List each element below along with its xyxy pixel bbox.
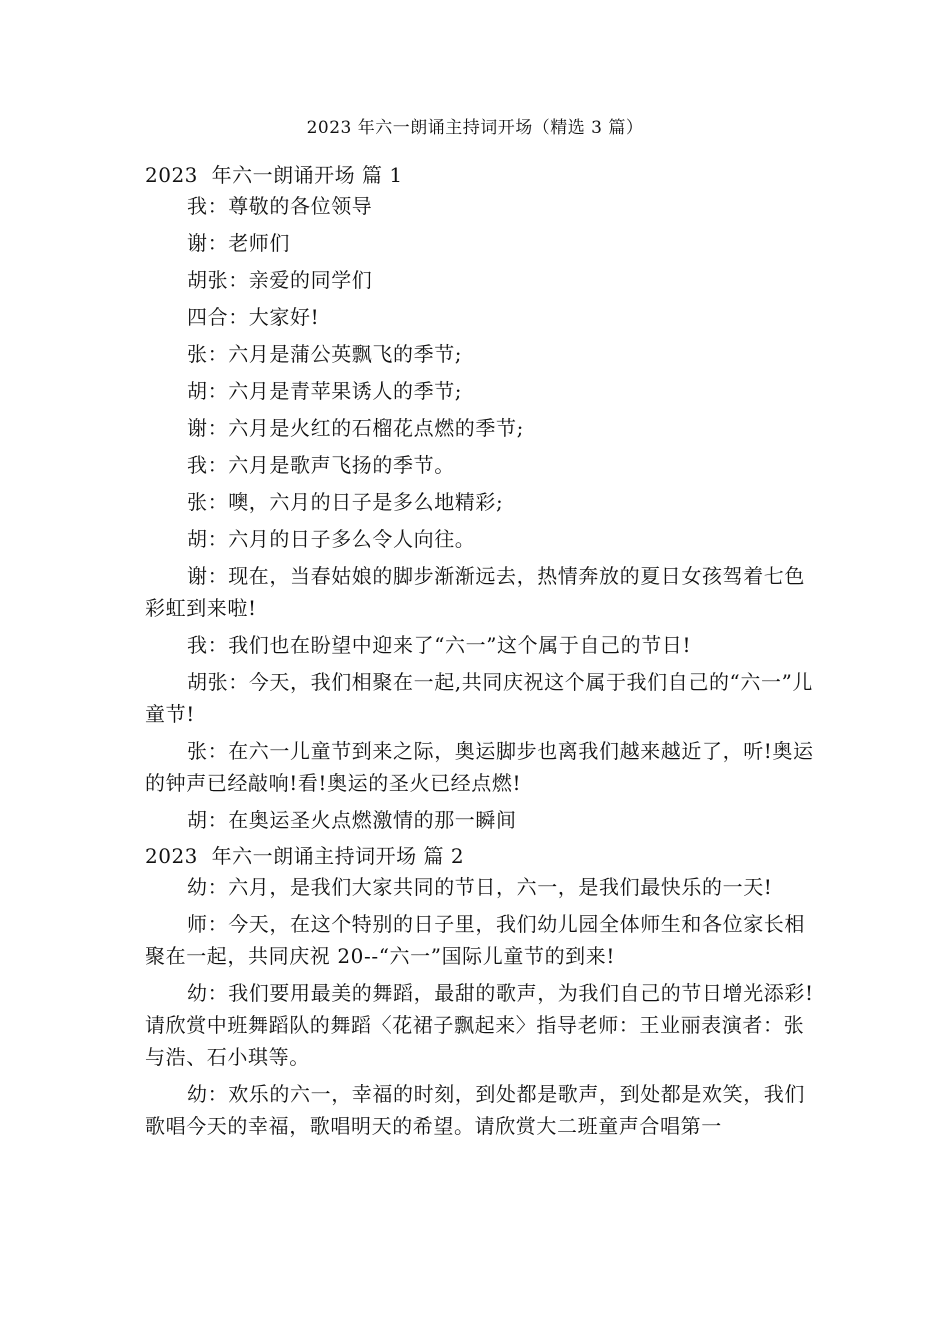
- paragraph: 张：噢，六月的日子是多么地精彩;: [187, 490, 504, 514]
- paragraph: 四合：大家好!: [187, 305, 320, 329]
- paragraph: 我：我们也在盼望中迎来了“六一”这个属于自己的节日!: [187, 633, 692, 657]
- paragraph: 谢：现在，当春姑娘的脚步渐渐远去，热情奔放的夏日女孩驾着七色彩虹到来啦!: [145, 564, 805, 620]
- paragraph: 谢：六月是火红的石榴花点燃的季节;: [187, 416, 524, 440]
- paragraph: 幼：六月，是我们大家共同的节日，六一，是我们最快乐的一天!: [187, 875, 773, 899]
- paragraph: 胡张：亲爱的同学们: [187, 268, 373, 292]
- section-2-body: [145, 871, 815, 1142]
- document-title: 2023 年六一朗诵主持词开场（精选 3 篇）: [306, 118, 644, 138]
- paragraph: 师：今天，在这个特别的日子里，我们幼儿园全体师生和各位家长相聚在一起，共同庆祝 20--“六一”国际儿童节的到来!: [145, 912, 805, 968]
- section-1-body: [145, 190, 815, 836]
- paragraph: 我：尊敬的各位领导: [187, 194, 373, 218]
- paragraph: 胡张：今天，我们相聚在一起,共同庆祝这个属于我们自己的“六一”儿童节!: [145, 670, 814, 726]
- paragraph: 胡：六月是青苹果诱人的季节;: [187, 379, 463, 403]
- paragraph: 幼：欢乐的六一，幸福的时刻，到处都是歌声，到处都是欢笑，我们歌唱今天的幸福，歌唱明天的希望。请欣赏大二班童声合唱第一: [145, 1082, 805, 1138]
- paragraph: 张：六月是蒲公英飘飞的季节;: [187, 342, 463, 366]
- section-1-heading: 2023 年六一朗诵开场 篇 1: [145, 163, 403, 187]
- paragraph: 胡：在奥运圣火点燃激情的那一瞬间: [187, 808, 517, 832]
- paragraph: 谢：老师们: [187, 231, 290, 255]
- paragraph: 我：六月是歌声飞扬的季节。: [187, 453, 455, 477]
- section-2-heading: 2023 年六一朗诵主持词开场 篇 2: [145, 844, 465, 868]
- paragraph: 张：在六一儿童节到来之际，奥运脚步也离我们越来越近了，听!奥运的钟声已经敲响!看!奥运的圣火已经点燃!: [145, 739, 814, 795]
- paragraph: 幼：我们要用最美的舞蹈，最甜的歌声，为我们自己的节日增光添彩!请欣赏中班舞蹈队的舞蹈〈花裙子飘起来〉指导老师：王业丽表演者：张与浩、石小琪等。: [145, 981, 814, 1069]
- document-body: [145, 160, 815, 1147]
- paragraph: 胡：六月的日子多么令人向往。: [187, 527, 476, 551]
